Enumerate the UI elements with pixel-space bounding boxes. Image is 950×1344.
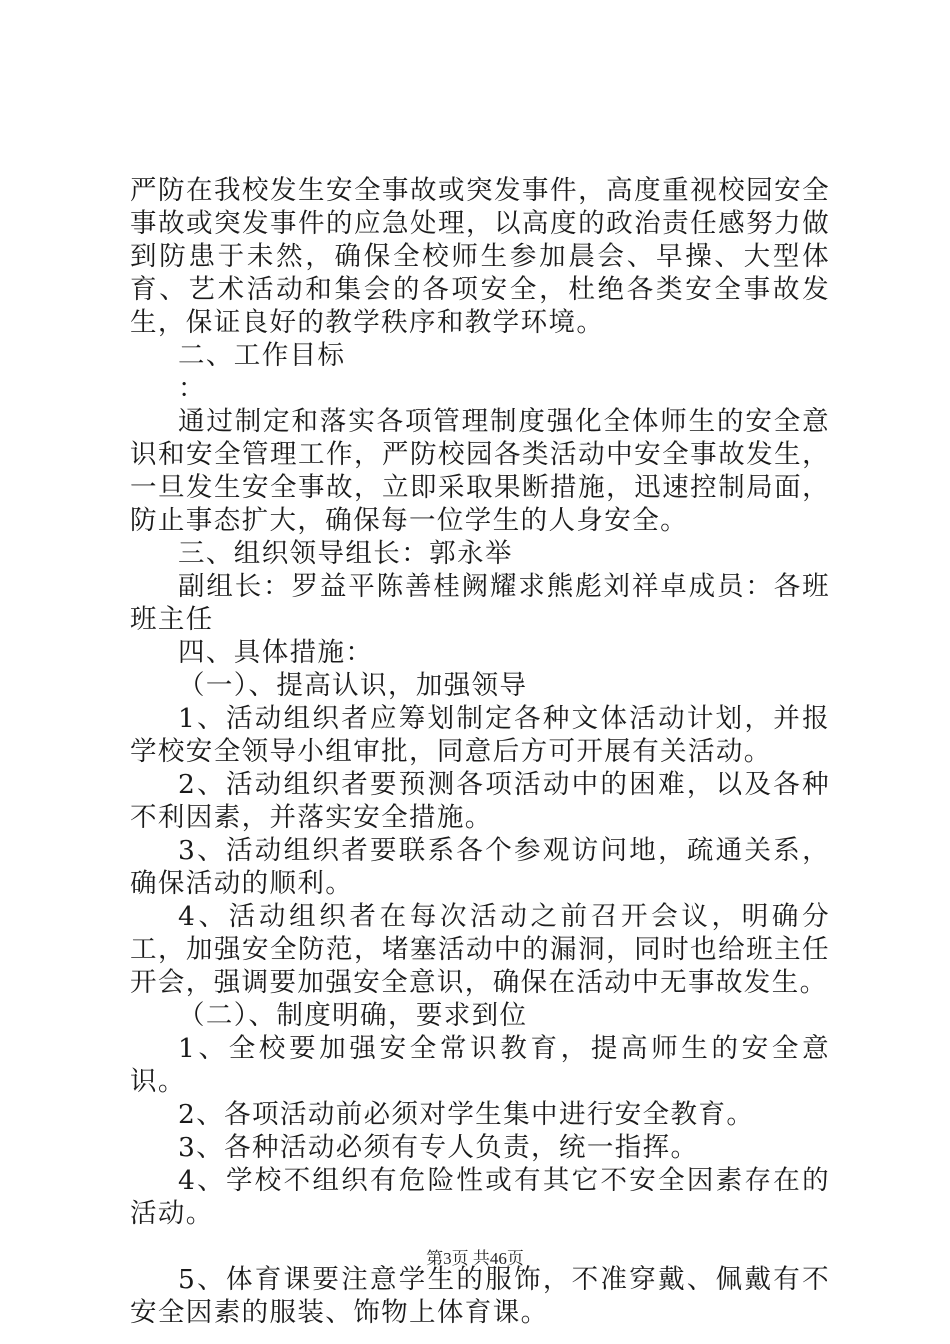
heading-organization: 三、组织领导组长：郭永举 [178, 538, 513, 569]
list-item-2: 2、活动组织者要预测各项活动中的困难，以及各种不利因素，并落实安全措施。 [130, 769, 830, 833]
rule-item-3: 3、各种活动必须有专人负责，统一指挥。 [178, 1132, 699, 1163]
rule-item-2: 2、各项活动前必须对学生集中进行安全教育。 [178, 1099, 755, 1130]
document-body [130, 174, 830, 1329]
heading-work-goal: 二、工作目标 [178, 340, 346, 371]
page-number-footer: 第3页 共46页 [426, 1249, 524, 1268]
list-item-1: 1、活动组织者应筹划制定各种文体活动计划，并报学校安全领导小组审批，同意后方可开展有关活动。 [130, 703, 830, 767]
heading-measures: 四、具体措施： [178, 637, 374, 668]
rule-item-1: 1、全校要加强安全常识教育，提高师生的安全意识。 [130, 1033, 830, 1097]
rule-item-5: 5、体育课要注意学生的服饰，不准穿戴、佩戴有不安全因素的服装、饰物上体育课。 [130, 1264, 830, 1328]
paragraph-goal: 通过制定和落实各项管理制度强化全体师生的安全意识和安全管理工作，严防校园各类活动中安全事故发生，一旦发生安全事故，立即采取果断措施，迅速控制局面，防止事态扩大，确保每一位学生的人身安全。 [130, 406, 830, 536]
subheading-rules: （二）、制度明确，要求到位 [178, 1000, 528, 1031]
rule-item-4: 4、学校不组织有危险性或有其它不安全因素存在的活动。 [130, 1165, 830, 1229]
list-item-4: 4、活动组织者在每次活动之前召开会议，明确分工，加强安全防范，堵塞活动中的漏洞，同时也给班主任开会，强调要加强安全意识，确保在活动中无事故发生。 [130, 901, 830, 998]
list-item-3: 3、活动组织者要联系各个参观访问地，疏通关系，确保活动的顺利。 [130, 835, 830, 899]
subheading-awareness: （一）、提高认识，加强领导 [178, 670, 528, 701]
paragraph-members: 副组长：罗益平陈善桂阙耀求熊彪刘祥卓成员：各班班主任 [130, 571, 830, 635]
paragraph-intro: 严防在我校发生安全事故或突发事件，高度重视校园安全事故或突发事件的应急处理，以高度的政治责任感努力做到防患于未然，确保全校师生参加晨会、早操、大型体育、艺术活动和集会的各项安全，杜绝各类安全事故发生，保证良好的教学秩序和教学环境。 [130, 175, 830, 338]
colon-line: ： [178, 373, 206, 404]
